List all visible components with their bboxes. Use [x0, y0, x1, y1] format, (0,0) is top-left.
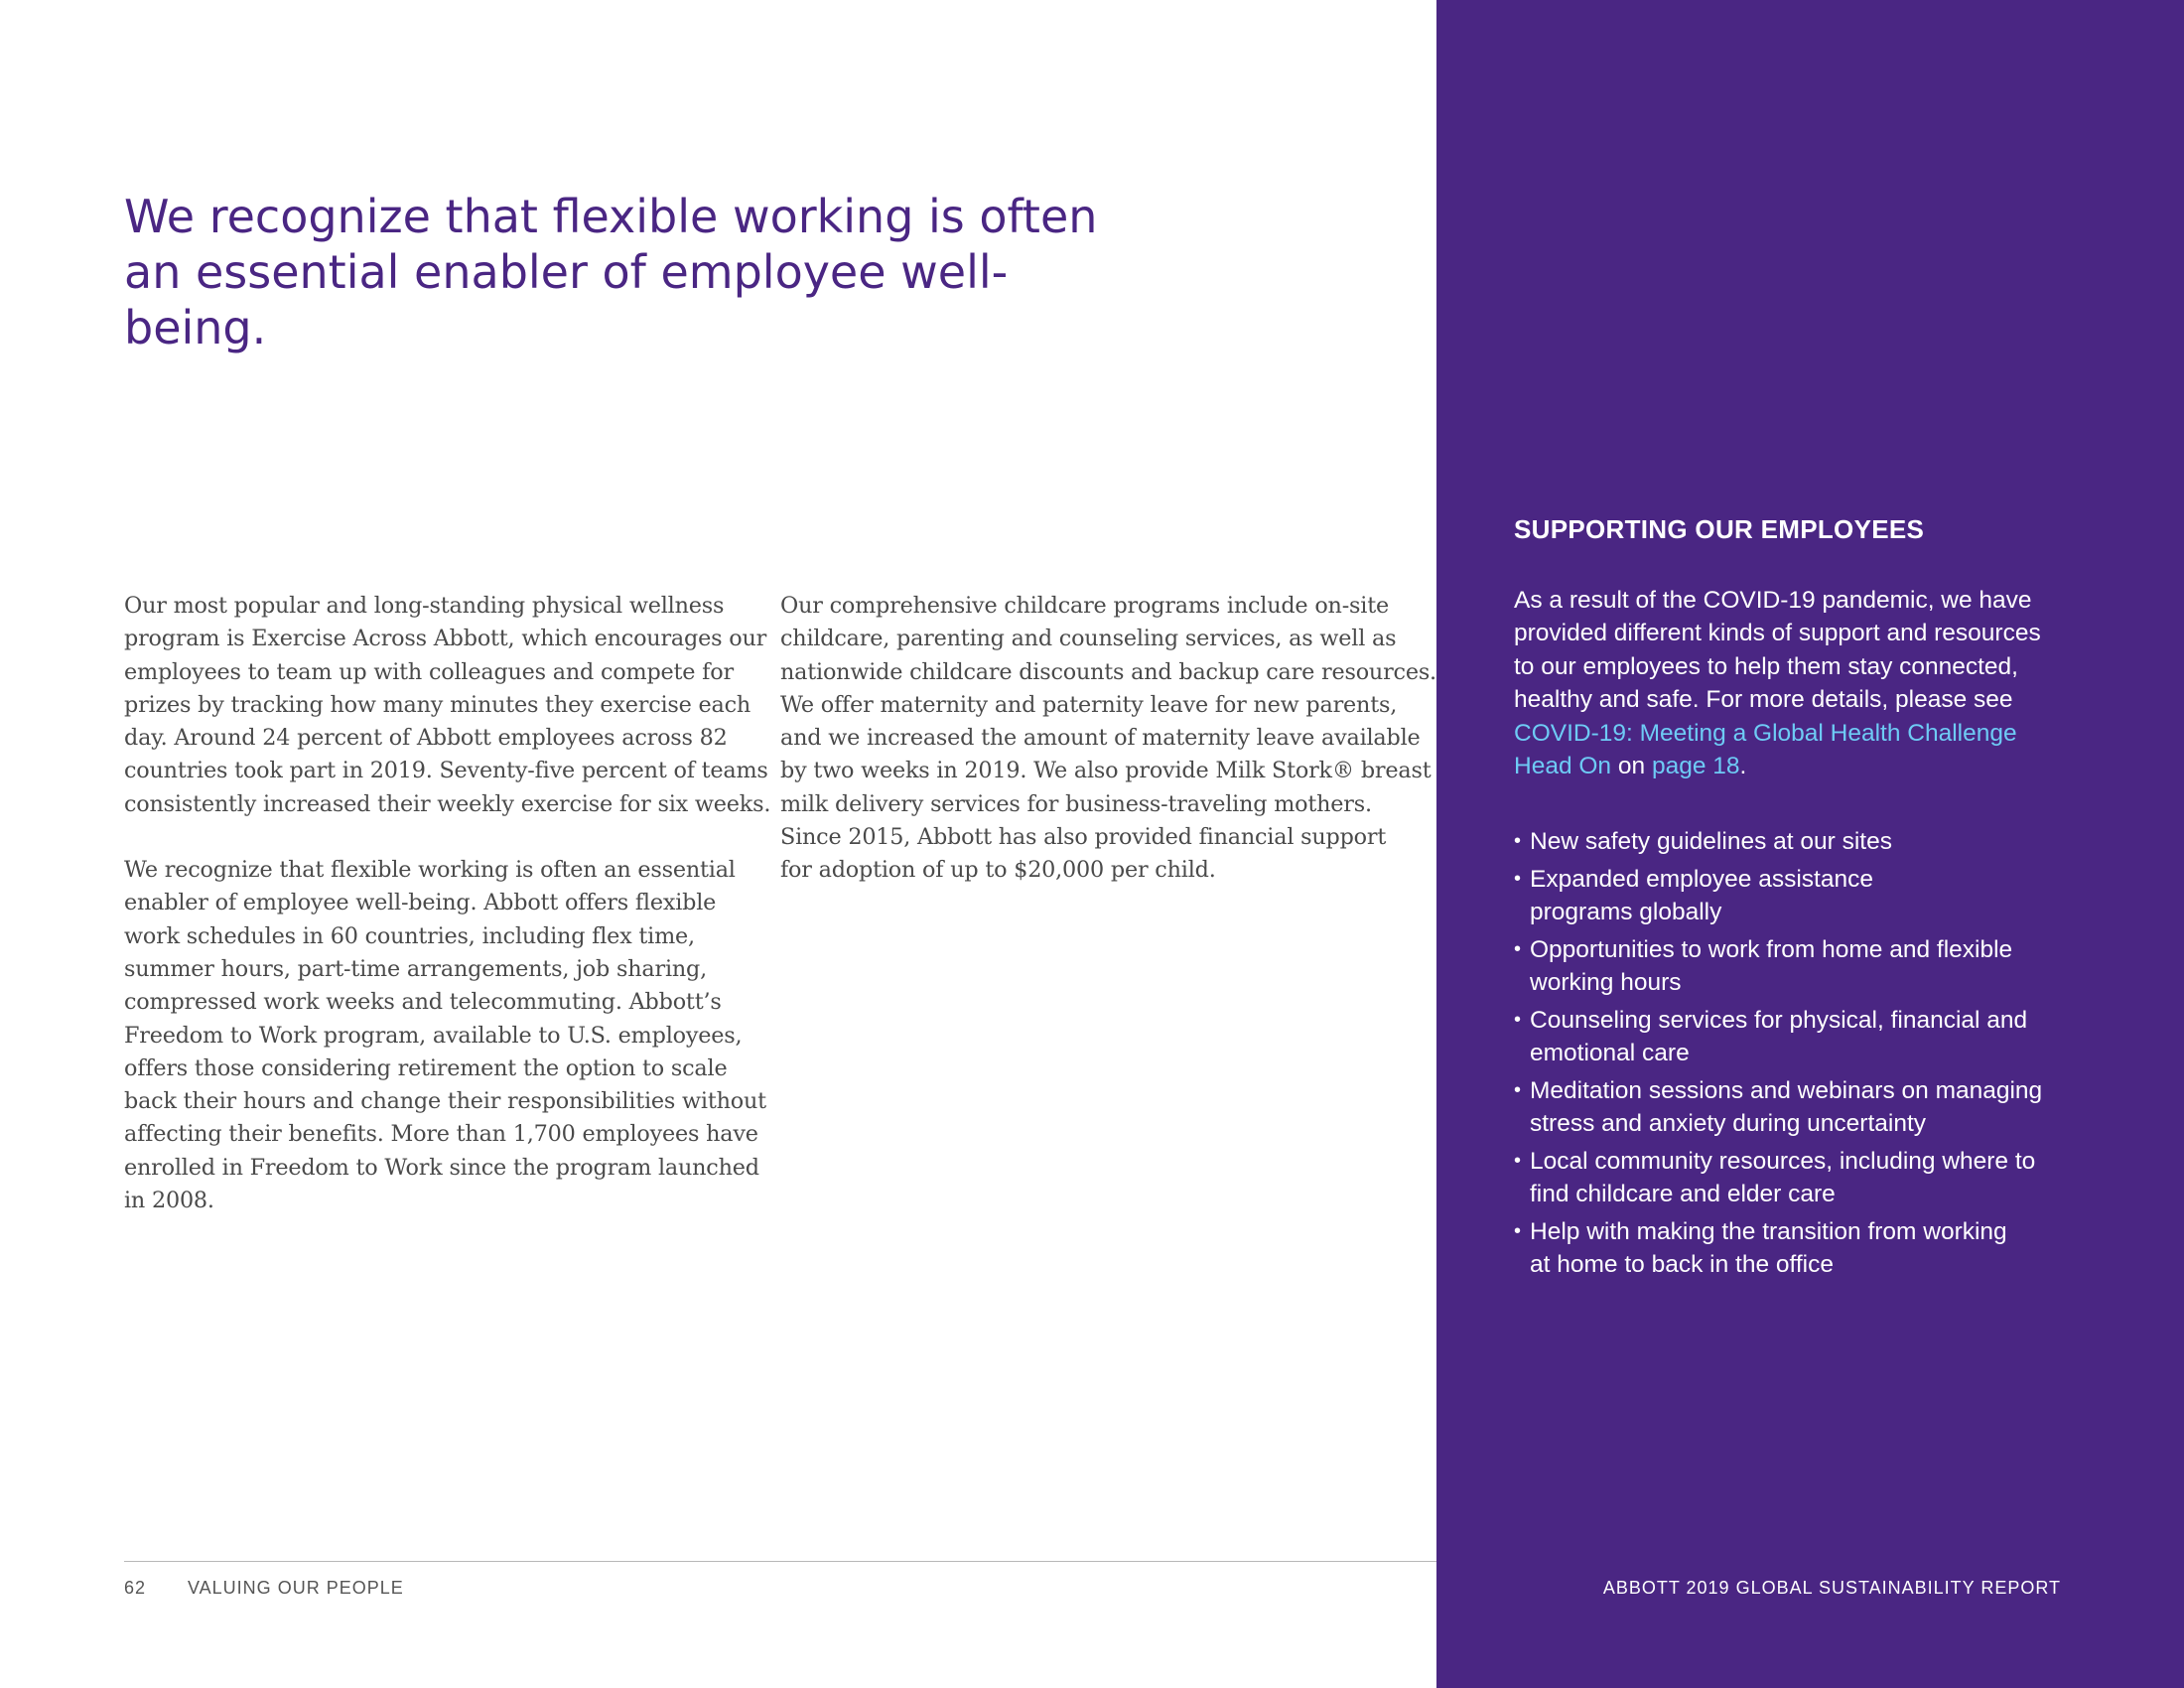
- list-item-text: • Local community resources, including where to: [1530, 1147, 2036, 1175]
- text-line: As a result of the COVID-19 pandemic, we have: [1514, 587, 2032, 614]
- list-item-text: • New safety guidelines at our sites: [1530, 828, 1892, 855]
- list-item-text: working hours: [1530, 969, 1682, 996]
- text-line: and we increased the amount of maternity leave available: [780, 725, 1421, 752]
- right-column: [780, 590, 1436, 920]
- footer-divider: [124, 1561, 1436, 1562]
- sentence-end: .: [1739, 753, 1747, 780]
- text-line: Freedom to Work program, available to U.S. employees,: [124, 1022, 743, 1049]
- text-line: to our employees to help them stay connected,: [1514, 652, 2018, 680]
- covid-article-link[interactable]: COVID-19: Meeting a Global Health Challenge: [1514, 719, 2017, 747]
- list-item-text: stress and anxiety during uncertainty: [1530, 1110, 1927, 1137]
- pull-quote-line: an essential enabler of employee well-being.: [124, 245, 1009, 354]
- text-line: for adoption of up to $20,000 per child.: [780, 857, 1216, 884]
- list-item-text: programs globally: [1530, 899, 1722, 925]
- text-line: program is Exercise Across Abbott, which encourages our: [124, 626, 767, 652]
- footer-left: [124, 1578, 404, 1599]
- list-item-text: • Meditation sessions and webinars on managing: [1530, 1076, 2043, 1104]
- list-item: [1514, 1004, 2090, 1070]
- covid-link-line: [1514, 717, 2070, 750]
- text-line: We recognize that flexible working is often an essential: [124, 857, 736, 884]
- list-item-text: • Counseling services for physical, financial and: [1530, 1006, 2028, 1034]
- text-line: provided different kinds of support and resources: [1514, 620, 2041, 647]
- list-item: [1514, 1145, 2090, 1211]
- text-line: in 2008.: [124, 1188, 214, 1214]
- text-line: compressed work weeks and telecommuting. Abbott’s: [124, 989, 722, 1016]
- text-line: Since 2015, Abbott has also provided financial support: [780, 824, 1387, 851]
- list-item: [1514, 1215, 2090, 1282]
- text-line: We offer maternity and paternity leave for new parents,: [780, 691, 1398, 718]
- text-line: day. Around 24 percent of Abbott employees across 82: [124, 725, 728, 752]
- list-item-text: find childcare and elder care: [1530, 1181, 1836, 1207]
- report-title: ABBOTT 2019 GLOBAL SUSTAINABILITY REPORT: [1602, 1578, 2061, 1598]
- list-item-text: emotional care: [1530, 1040, 1690, 1066]
- support-list: [1514, 825, 2090, 1286]
- paragraph-childcare: [780, 590, 1436, 888]
- text-line: Our comprehensive childcare programs include on-site: [780, 593, 1389, 619]
- text-line: countries took part in 2019. Seventy-five percent of teams: [124, 758, 768, 784]
- text-line: milk delivery services for business-traveling mothers.: [780, 790, 1372, 817]
- text-line: Our most popular and long-standing physical wellness: [124, 593, 725, 619]
- list-item-text: at home to back in the office: [1530, 1251, 1834, 1278]
- sidebar-title: SUPPORTING OUR EMPLOYEES: [1514, 514, 1925, 544]
- text-line: employees to team up with colleagues and compete for: [124, 658, 734, 685]
- paragraph-exercise: [124, 590, 771, 821]
- connector-text: on: [1611, 753, 1652, 780]
- section-name: VALUING OUR PEOPLE: [188, 1578, 404, 1598]
- text-line: work schedules in 60 countries, including flex time,: [124, 922, 695, 949]
- pull-quote: [124, 189, 1117, 355]
- text-line: summer hours, part-time arrangements, job sharing,: [124, 955, 707, 982]
- text-line: enabler of employee well-being. Abbott offers flexible: [124, 890, 717, 916]
- list-item: [1514, 863, 2090, 929]
- text-line: by two weeks in 2019. We also provide Milk Stork® breast: [780, 758, 1432, 784]
- list-item: [1514, 825, 2090, 859]
- page-number: 62: [124, 1578, 147, 1598]
- page-18-link[interactable]: page 18: [1651, 753, 1740, 780]
- sidebar-intro: [1514, 584, 2070, 782]
- list-item-text: • Help with making the transition from working: [1530, 1217, 2007, 1245]
- link-line: [1514, 750, 2070, 782]
- text-line: enrolled in Freedom to Work since the program launched: [124, 1154, 759, 1181]
- paragraph-flexible-working: [124, 854, 766, 1217]
- text-line: offers those considering retirement the option to scale: [124, 1055, 728, 1081]
- list-item-text: • Opportunities to work from home and flexible: [1530, 935, 2013, 963]
- text-line: healthy and safe. For more details, please see: [1514, 686, 2013, 714]
- text-line: consistently increased their weekly exercise for six weeks.: [124, 790, 771, 817]
- list-item-text: • Expanded employee assistance: [1530, 865, 1873, 893]
- text-line: childcare, parenting and counseling services, as well as: [780, 626, 1397, 652]
- left-column: [124, 590, 771, 1250]
- text-line: back their hours and change their responsibilities without: [124, 1088, 766, 1115]
- text-line: prizes by tracking how many minutes they exercise each: [124, 691, 751, 718]
- list-item: [1514, 933, 2090, 1000]
- covid-article-link-continued[interactable]: Head On: [1514, 753, 1612, 780]
- pull-quote-line: We recognize that flexible working is often: [124, 190, 1098, 243]
- text-line: nationwide childcare discounts and backup care resources.: [780, 658, 1436, 685]
- text-line: affecting their benefits. More than 1,700 employees have: [124, 1121, 758, 1148]
- list-item: [1514, 1074, 2090, 1141]
